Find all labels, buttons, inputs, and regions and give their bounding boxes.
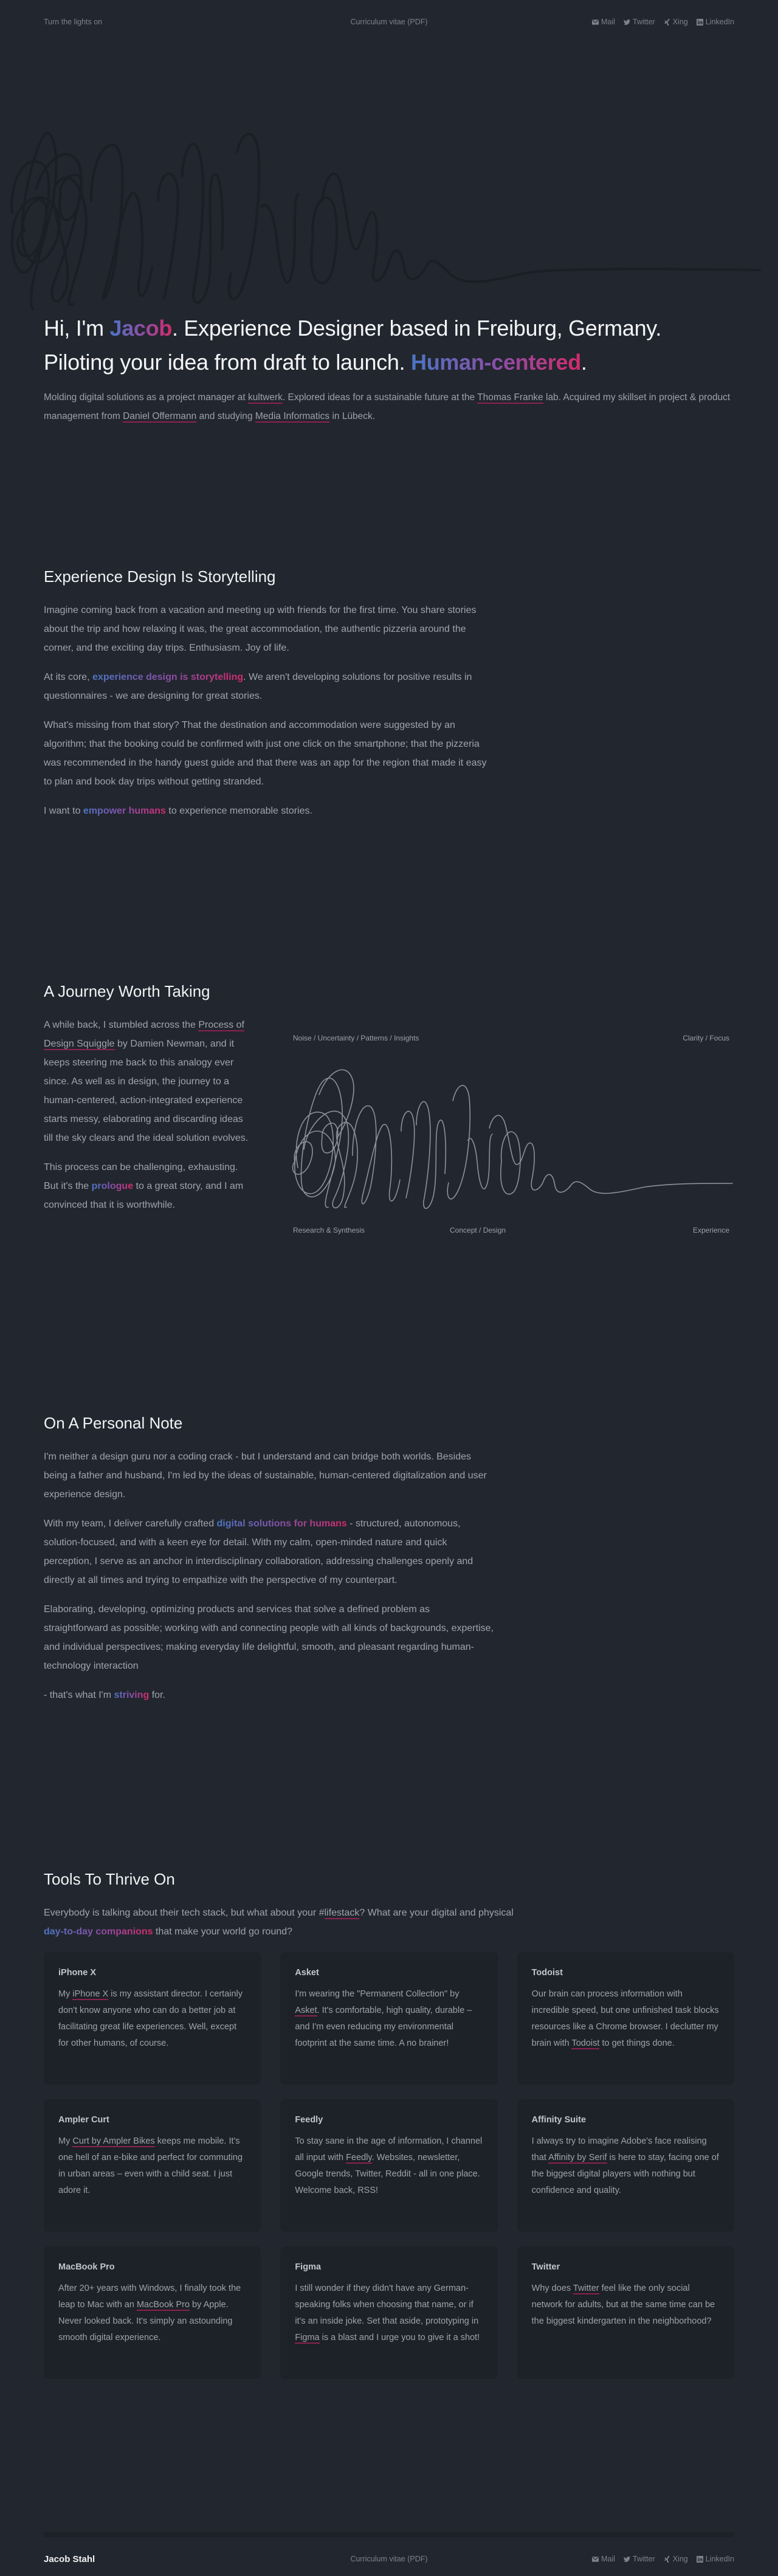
footer-twitter-link[interactable] [624,2555,655,2563]
footer-mail-link[interactable] [592,2555,615,2563]
paragraph: Elaborating, developing, optimizing products and services that solve a defined problem as straightforward as possible; working with and connecting people with all kinds of backgrounds, expertise, and individual perspectives; making everyday life delightful, smooth, and pleasant regarding human-technology interaction [44,1604,494,1671]
hero-section [44,311,734,426]
tool-card-iphone [44,1952,261,2085]
card-title: Twitter [531,2262,560,2272]
headline-text: Hi, I'm [44,316,110,341]
card-title: Affinity Suite [531,2115,587,2125]
storytelling-section [44,566,494,831]
footer-social-links [592,2555,734,2563]
card-text: I'm wearing the "Permanent Collection" by Asket. It's comfortable, high quality, durable – and I'm even reducing my environmental footprint at the same time. A no brainer! [295,1989,472,2048]
diagram-label-top-left: Noise / Uncertainty / Patterns / Insights [293,1034,419,1042]
iphone-link[interactable]: iPhone X [72,1989,109,1999]
personal-note-section [44,1412,494,1715]
paragraph: A while back, I stumbled across the Process of Design Squiggle by Damien Newman, and it keeps steering me back to this analogy ever since. As well as in design, the journey to a human-centered, action-integrated experience starts messy, elaborating and discarding ideas till the sky clears and the ideal solution evolves. [44,1020,249,1143]
intro-text: Molding digital solutions as a project manager at [44,392,249,403]
tool-card-asket [280,1952,497,2085]
card-text: Our brain can process information with incredible speed, but one unfinished task blocks resources like a Chrome browser. I declutter my brain with Todoist to get things done. [531,1989,719,2048]
card-text: My iPhone X is my assistant director. I certainly don't know anyone who can do a better job at facilitating great life experiences. Well, except for other humans, of course. [58,1989,243,2048]
card-title: Todoist [531,1968,563,1978]
twitter-label: Twitter [632,18,655,26]
card-title: Feedly [295,2115,323,2125]
social-links [592,18,734,26]
design-squiggle-diagram [286,1028,735,1234]
headline-text: Piloting your idea from draft to launch. [44,350,411,375]
theme-toggle-link[interactable]: Turn the lights on [44,18,103,26]
todoist-link[interactable]: Todoist [571,2038,600,2048]
footer-brand[interactable]: Jacob Stahl [44,2553,95,2564]
card-text: I still wonder if they didn't have any German-speaking folks when choosing that name, or if it's an inside joke. Set that aside, prototyping in Figma is a blast and I urge you to give it a shot! [295,2283,480,2342]
footer-cv-link[interactable]: Curriculum vitae (PDF) [350,2555,428,2563]
card-title: Figma [295,2262,322,2272]
xing-icon [664,19,670,26]
human-centered-highlight: Human-centered [411,350,581,375]
tool-card-ampler [44,2099,261,2232]
diagram-label-concept: Concept / Design [450,1226,506,1234]
top-nav [44,16,734,28]
name-highlight: Jacob [109,316,173,341]
diagram-label-experience: Experience [692,1226,729,1234]
macbook-link[interactable]: MacBook Pro [136,2300,190,2310]
media-informatics-link[interactable]: Media Informatics [255,411,330,421]
tool-card-todoist [517,1952,734,2085]
card-title: MacBook Pro [58,2262,115,2272]
intro-text: . Explored ideas for a sustainable future at the [282,392,478,403]
linkedin-label: LinkedIn [705,18,734,26]
card-title: Ampler Curt [58,2115,109,2125]
diagram-label-top-right: Clarity / Focus [683,1034,729,1042]
xing-link[interactable] [664,18,688,26]
mail-label: Mail [601,18,615,26]
card-title: iPhone X [58,1968,97,1978]
highlight: day-to-day companions [44,1927,153,1937]
headline-text: . Experience Designer based in Freiburg, Germany. [172,316,662,341]
hero-intro [44,388,734,426]
linkedin-icon [697,2556,703,2563]
card-text: My Curt by Ampler Bikes keeps me mobile. It's one hell of an e-bike and perfect for commuting in urban areas – even with a child seat. I just adore it. [58,2136,243,2195]
mail-icon [592,19,599,26]
footer-divider [44,2532,734,2537]
footer-nav [44,2553,734,2565]
mail-link[interactable] [592,18,615,26]
linkedin-label: LinkedIn [705,2555,734,2563]
highlight: empower humans [83,806,166,816]
tool-card-twitter [517,2246,734,2379]
tool-card-feedly [280,2099,497,2232]
twitter-link[interactable] [624,18,655,26]
figma-link[interactable]: Figma [295,2333,320,2342]
intro-text: and studying [196,411,255,421]
tool-card-figma [280,2246,497,2379]
tool-card-macbook [44,2246,261,2379]
twitter-icon [624,19,630,26]
paragraph: What's missing from that story? That the destination and accommodation were suggested by an algorithm; that the booking could be confirmed with just one click on the smartphone; that the pizzeria was recommended in the handy guest guide and that there was an app for the region that made it easy to plan and book day trips without getting stranded. [44,720,487,787]
affinity-link[interactable]: Affinity by Serif [548,2153,607,2162]
highlight: digital solutions for humans [216,1518,347,1529]
paragraph: At its core, experience design is storytelling. We aren't developing solutions for positive results in questionnaires - we are designing for great stories. [44,672,472,701]
kultwerk-link[interactable]: kultwerk [248,392,283,403]
lifestack-link[interactable]: lifestack [324,1908,360,1918]
paragraph: - that's what I'm striving for. [44,1690,165,1700]
design-squiggle-link[interactable]: Process of Design Squiggle [44,1020,244,1049]
journey-section [44,980,250,1225]
card-text: I always try to imagine Adobe's face realising that Affinity by Serif is here to stay, facing one of the biggest digital players with nothing but confidence and quality. [531,2136,719,2195]
twitter-label: Twitter [632,2555,655,2563]
intro-text: lab. Acquired my skillset in project & product management from [44,392,731,421]
section-title: On A Personal Note [44,1414,183,1432]
intro-text: in Lübeck. [329,411,376,421]
card-text: Why does Twitter feel like the only social network for adults, but at the same time can be the biggest kindergarten in the neighborhood? [531,2283,715,2326]
headline-text: . [580,350,587,375]
mail-label: Mail [601,2555,615,2563]
card-text: After 20+ years with Windows, I finally took the leap to Mac with an MacBook Pro by Apple. Never looked back. It's simply an astounding smooth digital experience. [58,2283,241,2342]
xing-icon [664,2556,670,2563]
linkedin-icon [697,19,703,26]
diagram-label-research: Research & Synthesis [293,1226,365,1234]
footer-linkedin-link[interactable] [697,2555,734,2563]
section-title: A Journey Worth Taking [44,982,210,1000]
hero-headline [44,311,734,379]
highlight: experience design is storytelling [92,672,244,682]
mail-icon [592,2556,599,2563]
footer-xing-link[interactable] [664,2555,688,2563]
tools-card-grid [44,1952,734,2379]
highlight: striving [114,1690,150,1700]
paragraph: Everybody is talking about their tech stack, but what about your #lifestack? What are your digital and physical day-to-day companions that make your world go round? [44,1908,514,1937]
linkedin-link[interactable] [697,18,734,26]
paragraph: I want to empower humans to experience memorable stories. [44,806,312,816]
paragraph: This process can be challenging, exhausting. But it's the prologue to a great story, and I am convinced that it is worthwhile. [44,1162,244,1210]
ampler-link[interactable]: Curt by Ampler Bikes [72,2136,155,2146]
paragraph: With my team, I deliver carefully crafted digital solutions for humans - structured, autonomous, solution-focused, and with a keen eye for detail. With my calm, open-minded nature and quick perception, I serve as an anchor in interdisciplinary collaboration, addressing challenges openly and directly at all times and trying to empathize with the perspective of my counterpart. [44,1518,473,1585]
xing-label: Xing [672,2555,688,2563]
paragraph: Imagine coming back from a vacation and meeting up with friends for the first time. You share stories about the trip and how relaxing it was, the great accommodation, the authentic pizzeria around the corner, and the exciting day trips. Enthusiasm. Joy of life. [44,605,477,653]
squiggle-line-illustration [286,1058,735,1216]
xing-label: Xing [672,18,688,26]
tool-card-affinity [517,2099,734,2232]
highlight: prologue [91,1181,134,1191]
feedly-link[interactable]: Feedly [346,2153,372,2162]
section-title: Experience Design Is Storytelling [44,567,276,586]
daniel-offermann-link[interactable]: Daniel Offermann [123,411,197,421]
section-title: Tools To Thrive On [44,1870,175,1888]
twitter-tool-link[interactable]: Twitter [573,2283,599,2293]
twitter-icon [624,2556,630,2563]
cv-link[interactable]: Curriculum vitae (PDF) [350,18,428,26]
background-squiggle-illustration [0,128,778,310]
card-title: Asket [295,1968,319,1978]
paragraph: I'm neither a design guru nor a coding crack - but I understand and can bridge both worlds. Besides being a father and husband, I'm led by the ideas of sustainable, human-centered digitalization and user experience design. [44,1452,487,1500]
tools-section [44,1868,518,1951]
asket-link[interactable]: Asket [295,2006,317,2015]
thomas-franke-link[interactable]: Thomas Franke [477,392,543,403]
card-text: To stay sane in the age of information, I channel all input with Feedly. Websites, newsletter, Google trends, Twitter, Reddit - all in one place. Welcome back, RSS! [295,2136,483,2195]
